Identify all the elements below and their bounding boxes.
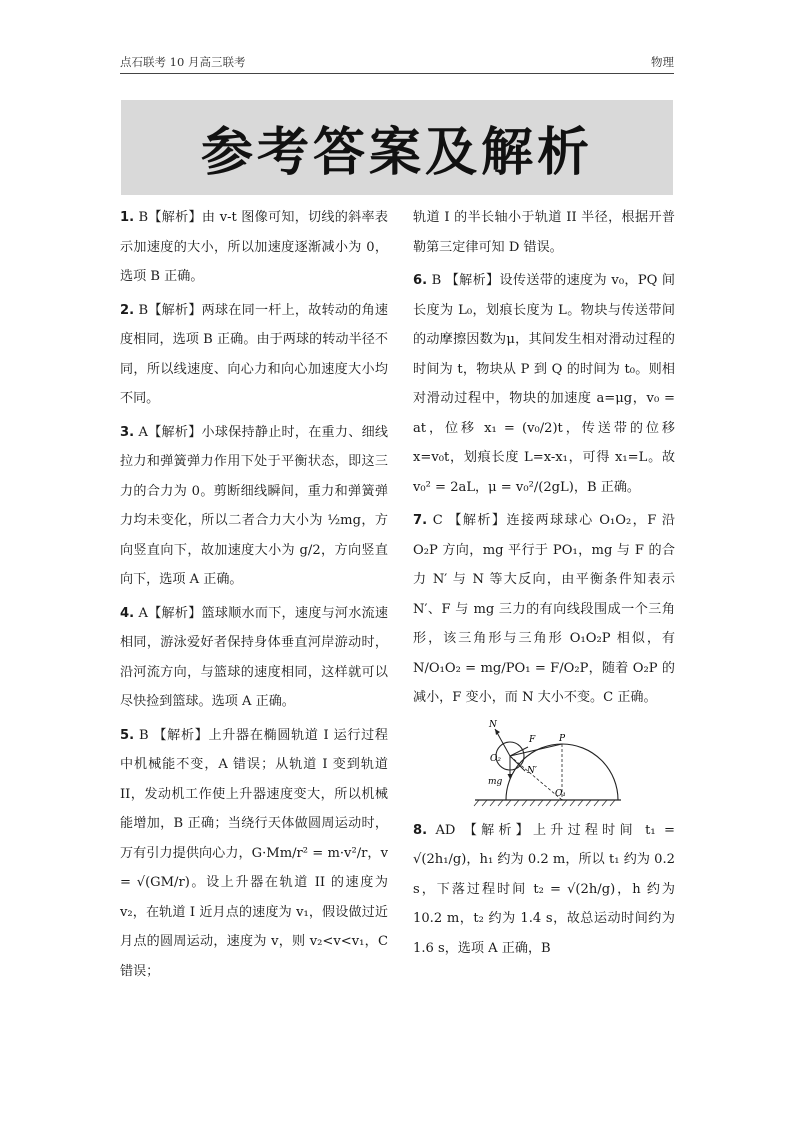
answer-text: A【解析】小球保持静止时，在重力、细线拉力和弹簧弹力作用下处于平衡状态，即这三力的合力为 0。剪断细线瞬间，重力和弹簧弹力均未变化，所以二者合力大小为 ½mg，方向竖直向下，故加速度大小为 g/2，方向竖直向下，选项 A 正确。 xyxy=(120,424,388,587)
left-column xyxy=(120,203,388,990)
rope-line xyxy=(510,744,562,756)
answer-number: 3. xyxy=(120,424,135,440)
answer-text: B 【解析】设传送带的速度为 v₀，PQ 间长度为 L₀，划痕长度为 L。物块与传送带间的动摩擦因数为μ，其间发生相对滑动过程的时间为 t，物块从 P 到 Q 的时间为 t₀。则相对滑动过程中，物块的加速度 a=μg，v₀ = at，位移 x₁ = (v₀/2)t，传送带的位移 x=v₀t，划痕长度 L=x-x₁，可得 x₁=L。故 v₀² = 2aL，μ = v₀²/(2gL)，B 正确。 xyxy=(413,273,675,495)
answer-number: 5. xyxy=(120,727,135,743)
answer-2 xyxy=(120,296,388,414)
answer-5-continued xyxy=(413,203,675,262)
answer-number: 4. xyxy=(120,605,135,621)
answer-4 xyxy=(120,599,388,717)
label-o2: O₂ xyxy=(490,753,501,764)
label-n-prime: N′ xyxy=(527,765,537,776)
header-divider xyxy=(120,73,674,74)
label-mg: mg xyxy=(488,776,503,787)
title-banner xyxy=(121,100,673,195)
ground-hatching xyxy=(474,800,615,806)
answer-text: B【解析】由 v-t 图像可知，切线的斜率表示加速度的大小，所以加速度逐渐减小为 0，选项 B 正确。 xyxy=(120,210,388,284)
answer-text: B【解析】两球在同一杆上，故转动的角速度相同，选项 B 正确。由于两球的转动半径不同，所以线速度、向心力和向心加速度大小均不同。 xyxy=(120,302,388,406)
force-diagram-figure xyxy=(473,717,623,812)
answer-text: AD 【解析】上升过程时间 t₁ = √(2h₁/g)，h₁ 约为 0.2 m，所以 t₁ 约为 0.2 s，下落过程时间 t₂ = √(2h/g)，h 约为 10.2 m，t₂ 约为 1.4 s，故总运动时间约为 1.6 s，选项 A 正确，B xyxy=(413,822,675,956)
answer-number: 8. xyxy=(413,822,428,838)
answer-number: 2. xyxy=(120,302,135,318)
arrow-mg-head xyxy=(508,774,513,779)
answer-number: 6. xyxy=(413,273,428,288)
label-o1: O₁ xyxy=(555,788,566,799)
right-column xyxy=(413,203,675,967)
label-f: F xyxy=(529,734,536,745)
label-p: P xyxy=(559,733,566,744)
running-header xyxy=(120,54,674,72)
page-title: 参考答案及解析 xyxy=(200,123,593,183)
header-exam-name: 点石联考 10 月高三联考 xyxy=(120,55,246,69)
answer-3 xyxy=(120,418,388,595)
answer-1 xyxy=(120,203,388,292)
answer-number: 7. xyxy=(413,513,428,528)
answer-7 xyxy=(413,506,675,713)
answer-8 xyxy=(413,816,675,964)
answer-text: B 【解析】上升器在椭圆轨道 I 运行过程中机械能不变，A 错误；从轨道 I 变到轨道 II，发动机工作使上升器速度变大，所以机械能增加，B 正确；当绕行天体做圆周运动时，万有引力提供向心力，G·Mm/r² = m·v²/r，v = √(GM/r)。设上升器在轨道 II 的速度为 v₂，在轨道 I 近月点的速度为 v₁，假设做过近月点的圆周运动，速度为 v，则 v₂<v<v₁，C 错误； xyxy=(120,727,388,979)
arrow-f xyxy=(510,747,528,756)
label-n: N xyxy=(489,719,497,730)
answer-text: C 【解析】连接两球球心 O₁O₂，F 沿 O₂P 方向，mg 平行于 PO₁，mg 与 F 的合力 N′ 与 N 等大反向，由平衡条件知表示 N′、F 与 mg 三力的有向线段围成一个三角形，该三角形与三角形 O₁O₂P 相似，有 N/O₁O₂ = mg/PO₁ = F/O₂P，随着 O₂P 的减小，F 变小，而 N 大小不变。C 正确。 xyxy=(413,513,675,705)
header-subject: 物理 xyxy=(651,55,674,69)
answer-text: A【解析】篮球顺水而下，速度与河水流速相同，游泳爱好者保持身体垂直河岸游动时，沿河流方向，与篮球的速度相同，这样就可以尽快捡到篮球。选项 A 正确。 xyxy=(120,605,388,709)
answer-6 xyxy=(413,266,675,502)
answer-text: 轨道 I 的半长轴小于轨道 II 半径，根据开普勒第三定律可知 D 错误。 xyxy=(413,210,675,255)
answer-number: 1. xyxy=(120,210,135,225)
answer-5 xyxy=(120,721,388,987)
arrow-n-prime xyxy=(510,756,525,771)
